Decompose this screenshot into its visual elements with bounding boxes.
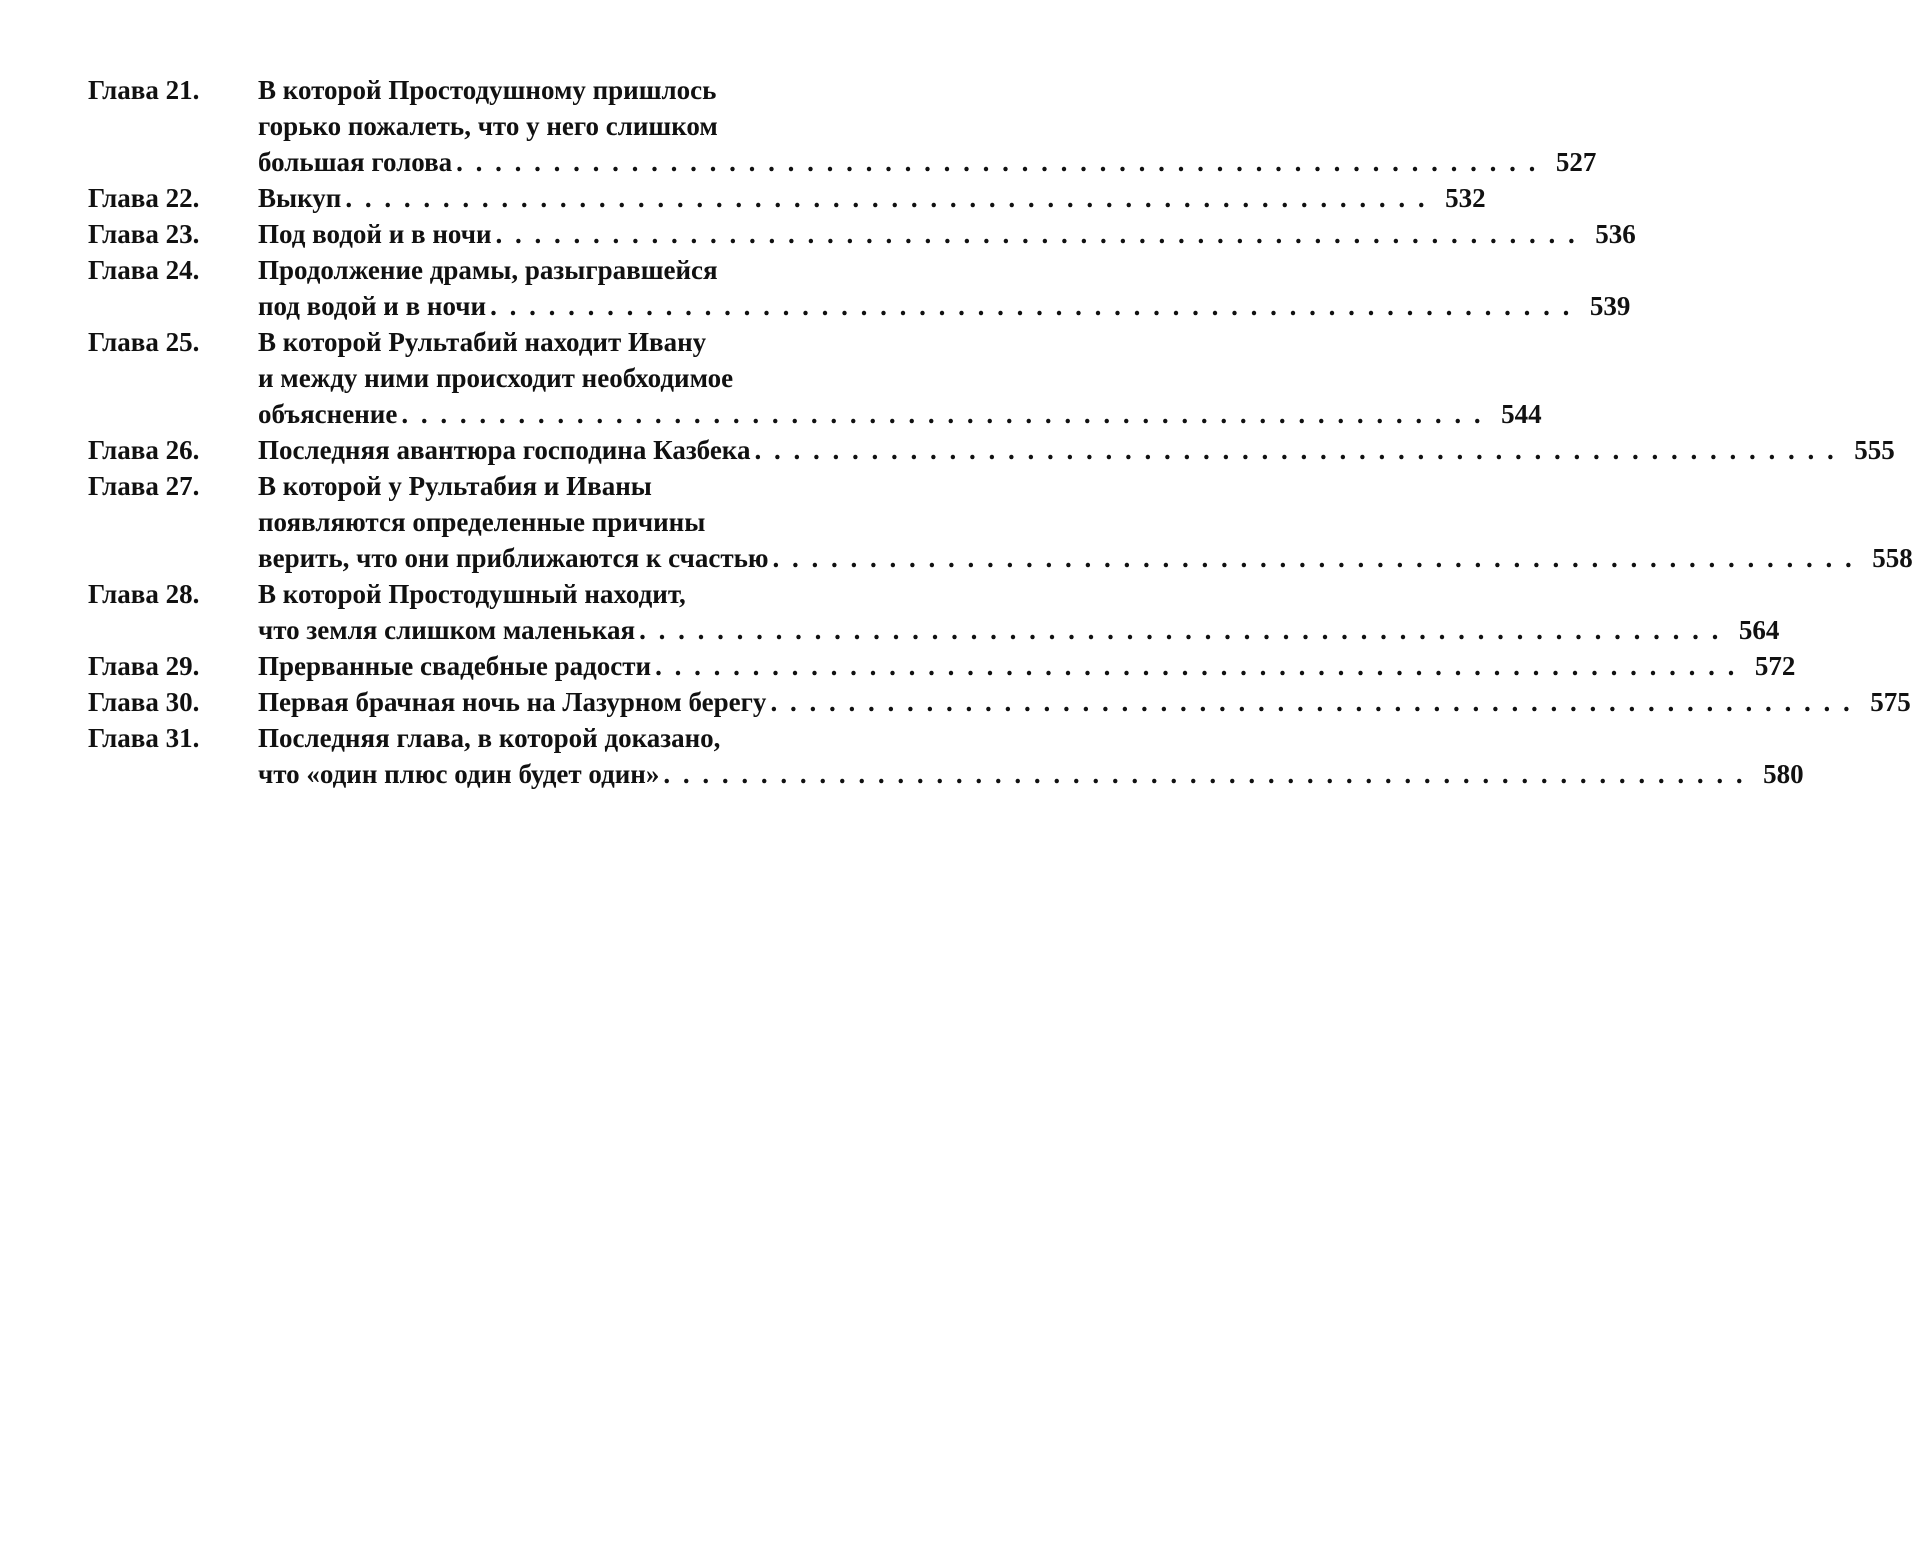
dot-leader: . . . . . . . . . . . . . . . . . . . . . . . . . . . . . . . . . . . . . . . . . . . . . . . . . . . . . . . . [655, 651, 1738, 681]
chapter-title-line: В которой Простодушный находит, [258, 579, 686, 609]
chapter-title-line: что «один плюс один будет один» [258, 759, 660, 789]
page-number: 572 [1754, 651, 1796, 681]
chapter-title-block [258, 432, 1895, 468]
chapter-title-block [258, 180, 1486, 216]
toc-entry [88, 720, 1804, 792]
dot-leader: . . . . . . . . . . . . . . . . . . . . . . . . . . . . . . . . . . . . . . . . . . . . . . . . . . . . . . . . [401, 399, 1484, 429]
toc-entry [88, 432, 1895, 468]
toc-entry [88, 648, 1796, 684]
chapter-title-block [258, 720, 1804, 792]
table-of-contents [88, 72, 1913, 792]
toc-entry [88, 468, 1913, 576]
chapter-title-block [258, 216, 1636, 252]
dot-leader: . . . . . . . . . . . . . . . . . . . . . . . . . . . . . . . . . . . . . . . . . . . . . . . . . . . . . . . . [490, 291, 1573, 321]
chapter-label: Глава 30. [88, 687, 200, 717]
page-number: 536 [1595, 219, 1636, 249]
chapter-title-block [258, 648, 1796, 684]
chapter-title-line: Первая брачная ночь на Лазурном берегу [258, 687, 767, 717]
chapter-title-line: большая голова [258, 147, 453, 177]
page-number: 555 [1854, 435, 1895, 465]
chapter-title-final-line [258, 288, 1631, 324]
chapter-title-line: Последняя авантюра господина Казбека [258, 435, 751, 465]
page-number: 544 [1501, 399, 1542, 429]
dot-leader: . . . . . . . . . . . . . . . . . . . . . . . . . . . . . . . . . . . . . . . . . . . . . . . . . . . . . . . . [663, 759, 1746, 789]
chapter-title-final-line [258, 144, 1597, 180]
chapter-label: Глава 29. [88, 651, 200, 681]
toc-entry [88, 576, 1780, 648]
chapter-title-line: Продолжение драмы, разыгравшейся [258, 255, 718, 285]
dot-leader: . . . . . . . . . . . . . . . . . . . . . . . . . . . . . . . . . . . . . . . . . . . . . . . . . . . . . . . . [456, 147, 1539, 177]
chapter-label: Глава 27. [88, 471, 200, 501]
page-number: 527 [1555, 147, 1597, 177]
chapter-title-line: объяснение [258, 399, 398, 429]
chapter-label: Глава 24. [88, 255, 200, 285]
chapter-title-final-line [258, 612, 1780, 648]
chapter-title-line: Последняя глава, в которой доказано, [258, 723, 721, 753]
chapter-label: Глава 21. [88, 75, 200, 105]
chapter-label: Глава 28. [88, 579, 200, 609]
chapter-title-line: появляются определенные причины [258, 507, 706, 537]
chapter-title-final-line [258, 648, 1796, 684]
dot-leader: . . . . . . . . . . . . . . . . . . . . . . . . . . . . . . . . . . . . . . . . . . . . . . . . . . . . . . . . [754, 435, 1837, 465]
dot-leader: . . . . . . . . . . . . . . . . . . . . . . . . . . . . . . . . . . . . . . . . . . . . . . . . . . . . . . . . [495, 219, 1578, 249]
chapter-title-block [258, 324, 1542, 432]
toc-entry [88, 216, 1636, 252]
page-number: 575 [1870, 687, 1911, 717]
chapter-title-line: Прерванные свадебные радости [258, 651, 652, 681]
chapter-label: Глава 25. [88, 327, 200, 357]
chapter-title-block [258, 468, 1913, 576]
chapter-label: Глава 22. [88, 183, 200, 213]
chapter-title-line: под водой и в ночи [258, 291, 487, 321]
chapter-title-line: и между ними происходит необходимое [258, 363, 734, 393]
chapter-title-final-line [258, 756, 1804, 792]
chapter-title-line: Под водой и в ночи [258, 219, 492, 249]
chapter-label: Глава 23. [88, 219, 200, 249]
chapter-title-line: что земля слишком маленькая [258, 615, 636, 645]
chapter-title-final-line [258, 180, 1486, 216]
chapter-label: Глава 26. [88, 435, 200, 465]
dot-leader: . . . . . . . . . . . . . . . . . . . . . . . . . . . . . . . . . . . . . . . . . . . . . . . . . . . . . . . . [770, 687, 1853, 717]
toc-entry [88, 180, 1486, 216]
chapter-title-block [258, 576, 1780, 648]
chapter-title-final-line [258, 432, 1895, 468]
chapter-title-line: горько пожалеть, что у него слишком [258, 111, 718, 141]
chapter-title-line: В которой Рультабий находит Ивану [258, 327, 707, 357]
toc-entry [88, 324, 1542, 432]
page-number: 558 [1872, 543, 1913, 573]
page-number: 564 [1738, 615, 1780, 645]
chapter-title-final-line [258, 396, 1542, 432]
chapter-title-line: верить, что они приближаются к счастью [258, 543, 769, 573]
toc-entry [88, 684, 1911, 720]
chapter-title-block [258, 72, 1597, 180]
chapter-title-line: В которой у Рультабия и Иваны [258, 471, 652, 501]
toc-entry [88, 252, 1631, 324]
page-number: 580 [1763, 759, 1804, 789]
page-number: 539 [1589, 291, 1631, 321]
chapter-title-line: В которой Простодушному пришлось [258, 75, 717, 105]
chapter-title-final-line [258, 684, 1911, 720]
chapter-title-final-line [258, 540, 1913, 576]
dot-leader: . . . . . . . . . . . . . . . . . . . . . . . . . . . . . . . . . . . . . . . . . . . . . . . . . . . . . . . . [639, 615, 1722, 645]
chapter-label: Глава 31. [88, 723, 200, 753]
dot-leader: . . . . . . . . . . . . . . . . . . . . . . . . . . . . . . . . . . . . . . . . . . . . . . . . . . . . . . . . [772, 543, 1855, 573]
chapter-title-line: Выкуп [258, 183, 342, 213]
chapter-title-block [258, 684, 1911, 720]
chapter-title-final-line [258, 216, 1636, 252]
page-number: 532 [1445, 183, 1486, 213]
toc-entry [88, 72, 1597, 180]
dot-leader: . . . . . . . . . . . . . . . . . . . . . . . . . . . . . . . . . . . . . . . . . . . . . . . . . . . . . . . . [345, 183, 1428, 213]
chapter-title-block [258, 252, 1631, 324]
